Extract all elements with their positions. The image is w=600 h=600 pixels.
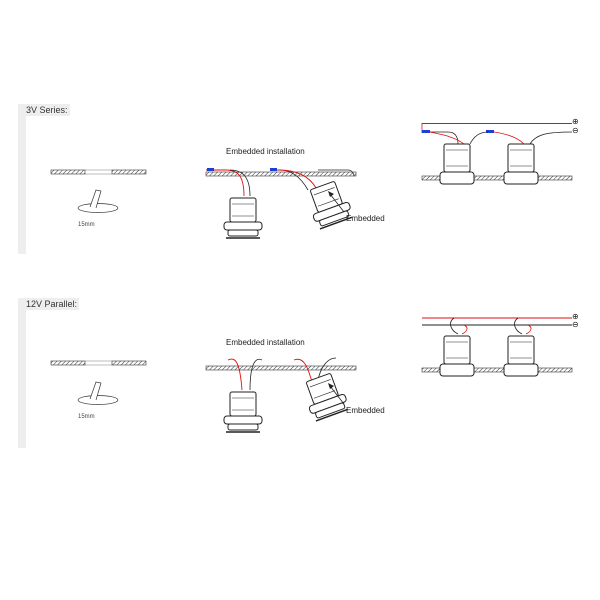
polarity-plus: ⊕ — [572, 117, 579, 126]
section-12v-parallel — [18, 298, 588, 448]
led-lamp-tilted — [300, 371, 349, 422]
polarity-minus: ⊖ — [572, 126, 579, 135]
polarity-plus: ⊕ — [572, 312, 579, 321]
installed-series — [422, 123, 572, 184]
parallel-diagram — [18, 298, 588, 448]
installed-parallel — [422, 318, 572, 376]
section-label: 12V Parallel: — [26, 299, 78, 309]
install-panel — [206, 366, 356, 370]
hole-diameter-label: 15mm — [78, 222, 95, 228]
install-panel — [206, 172, 356, 176]
install-title: Embedded installation — [226, 147, 305, 156]
polarity-minus: ⊖ — [572, 320, 579, 329]
led-lamp — [224, 392, 262, 432]
hole-diameter-label: 15mm — [78, 414, 95, 420]
drill-hole — [78, 190, 118, 213]
drill-hole — [78, 382, 118, 405]
series-diagram — [18, 104, 588, 254]
section-label: 3V Series: — [26, 105, 68, 115]
embedded-label: Embedded — [346, 406, 385, 415]
led-lamp — [224, 198, 262, 238]
panel-cross-section — [51, 361, 146, 365]
install-title: Embedded installation — [226, 338, 305, 347]
panel-cross-section — [51, 170, 146, 174]
section-3v-series — [18, 104, 588, 254]
embedded-label: Embedded — [346, 214, 385, 223]
